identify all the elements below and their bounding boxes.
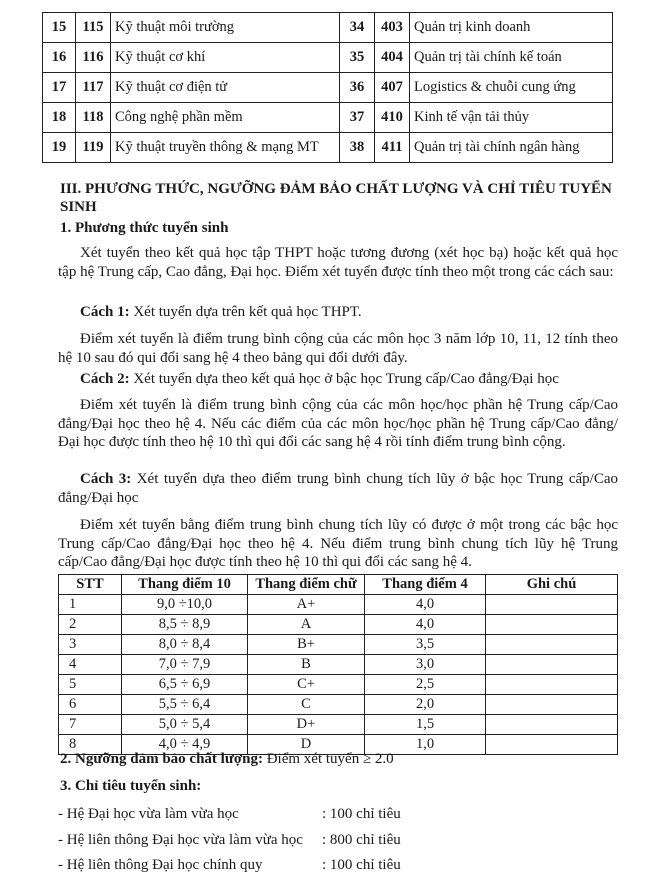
- table-row: [43, 133, 613, 163]
- table-row: [59, 655, 618, 675]
- table-row: [59, 635, 618, 655]
- major-name: Quản trị tài chính ngân hàng: [410, 133, 613, 163]
- quota-item-value: : 100 chỉ tiêu: [322, 857, 401, 873]
- note-cell: [486, 615, 618, 635]
- note-cell: [486, 735, 618, 755]
- letter-grade-cell: A: [248, 615, 365, 635]
- scale10-cell: 8,0 ÷ 8,4: [122, 635, 248, 655]
- stt-cell: 3: [59, 635, 122, 655]
- scale10-cell: 5,5 ÷ 6,4: [122, 695, 248, 715]
- method-2-title: Cách 2: Xét tuyển dựa theo kết quả học ở bậc học Trung cấp/Cao đẳng/Đại học: [80, 371, 559, 387]
- row-number: 15: [43, 13, 76, 43]
- major-code: 118: [76, 103, 111, 133]
- letter-grade-cell: B+: [248, 635, 365, 655]
- table-row: [43, 73, 613, 103]
- scale4-cell: 2,0: [365, 695, 486, 715]
- major-code: 410: [375, 103, 410, 133]
- majors-table: [42, 12, 613, 163]
- row-number: 18: [43, 103, 76, 133]
- method-1-title: Cách 1: Xét tuyển dựa trên kết quả học THPT.: [80, 304, 362, 320]
- row-number: 34: [340, 13, 375, 43]
- quota-item-value: : 800 chỉ tiêu: [322, 832, 401, 848]
- scale10-cell: 5,0 ÷ 5,4: [122, 715, 248, 735]
- quota-heading: 3. Chỉ tiêu tuyển sinh:: [60, 778, 202, 794]
- major-name: Kỹ thuật cơ khí: [111, 43, 340, 73]
- quality-threshold: 2. Ngưỡng đảm bảo chất lượng: Điểm xét tuyển ≥ 2.0: [60, 751, 394, 767]
- scale4-cell: 3,0: [365, 655, 486, 675]
- admission-method-heading: 1. Phương thức tuyển sinh: [60, 220, 229, 236]
- stt-cell: 2: [59, 615, 122, 635]
- note-cell: [486, 655, 618, 675]
- row-number: 17: [43, 73, 76, 103]
- major-name: Quản trị tài chính kế toán: [410, 43, 613, 73]
- letter-grade-cell: D: [248, 735, 365, 755]
- major-code: 115: [76, 13, 111, 43]
- row-number: 16: [43, 43, 76, 73]
- scale10-cell: 6,5 ÷ 6,9: [122, 675, 248, 695]
- scale10-cell: 9,0 ÷10,0: [122, 595, 248, 615]
- col-header-stt: STT: [59, 575, 122, 595]
- stt-cell: 6: [59, 695, 122, 715]
- table-row: [59, 595, 618, 615]
- major-name: Kỹ thuật cơ điện tử: [111, 73, 340, 103]
- major-code: 117: [76, 73, 111, 103]
- col-header-scale4: Thang điểm 4: [365, 575, 486, 595]
- method-3-desc: Điểm xét tuyển bằng điểm trung bình chung tích lũy có được ở một trong các bậc học Trung cấp/Cao đẳng/Đại học theo hệ 4. Nếu điểm trung bình chung tích lũy hệ Trung cấp/Cao đẳng/Đại học được tính theo hệ 10 thì qui đổi các sang hệ 4.: [58, 517, 618, 570]
- scale4-cell: 3,5: [365, 635, 486, 655]
- quota-item-value: : 100 chỉ tiêu: [322, 806, 401, 822]
- major-name: Logistics & chuỗi cung ứng: [410, 73, 613, 103]
- major-name: Kỹ thuật môi trường: [111, 13, 340, 43]
- major-name: Công nghệ phần mềm: [111, 103, 340, 133]
- note-cell: [486, 635, 618, 655]
- stt-cell: 1: [59, 595, 122, 615]
- table-row: [59, 675, 618, 695]
- major-name: Quản trị kinh doanh: [410, 13, 613, 43]
- major-code: 411: [375, 133, 410, 163]
- major-name: Kỹ thuật truyền thông & mạng MT: [111, 133, 340, 163]
- table-row: [43, 13, 613, 43]
- intro-paragraph: Xét tuyển theo kết quả học tập THPT hoặc tương đương (xét học bạ) hoặc kết quả học tập hệ Trung cấp, Cao đẳng, Đại học. Điểm xét tuyển được tính theo một trong các cách sau:: [58, 245, 618, 280]
- scale4-cell: 1,0: [365, 735, 486, 755]
- row-number: 37: [340, 103, 375, 133]
- major-name: Kinh tế vận tải thủy: [410, 103, 613, 133]
- stt-cell: 5: [59, 675, 122, 695]
- note-cell: [486, 595, 618, 615]
- stt-cell: 7: [59, 715, 122, 735]
- letter-grade-cell: D+: [248, 715, 365, 735]
- note-cell: [486, 695, 618, 715]
- row-number: 36: [340, 73, 375, 103]
- quota-item-label: - Hệ Đại học vừa làm vừa học: [58, 806, 239, 822]
- letter-grade-cell: C+: [248, 675, 365, 695]
- section-title: III. PHƯƠNG THỨC, NGƯỠNG ĐẢM BẢO CHẤT LƯỢNG VÀ CHỈ TIÊU TUYỂN SINH: [60, 181, 612, 215]
- stt-cell: 4: [59, 655, 122, 675]
- row-number: 35: [340, 43, 375, 73]
- major-code: 119: [76, 133, 111, 163]
- col-header-letter: Thang điểm chữ: [248, 575, 365, 595]
- scale10-cell: 4,0 ÷ 4,9: [122, 735, 248, 755]
- quota-item-label: - Hệ liên thông Đại học vừa làm vừa học: [58, 832, 303, 848]
- letter-grade-cell: A+: [248, 595, 365, 615]
- method-1-desc: Điểm xét tuyển là điểm trung bình cộng của các môn học 3 năm lớp 10, 11, 12 tính theo hệ 10 sau đó qui đổi sang hệ 4 theo bảng qui đổi dưới đây.: [58, 331, 618, 366]
- scale4-cell: 4,0: [365, 595, 486, 615]
- letter-grade-cell: B: [248, 655, 365, 675]
- note-cell: [486, 675, 618, 695]
- grade-conversion-table: [58, 574, 618, 755]
- stt-cell: 8: [59, 735, 122, 755]
- row-number: 38: [340, 133, 375, 163]
- col-header-scale10: Thang điểm 10: [122, 575, 248, 595]
- table-row: [59, 695, 618, 715]
- table-row: [43, 43, 613, 73]
- note-cell: [486, 715, 618, 735]
- scale4-cell: 4,0: [365, 615, 486, 635]
- major-code: 407: [375, 73, 410, 103]
- major-code: 404: [375, 43, 410, 73]
- quota-item-label: - Hệ liên thông Đại học chính quy: [58, 857, 263, 873]
- col-header-note: Ghi chú: [486, 575, 618, 595]
- method-2-desc: Điểm xét tuyển là điểm trung bình cộng của các môn học/học phần hệ Trung cấp/Cao đẳng/Đại học theo hệ 4. Nếu các điểm của các môn học/học phần hệ Trung cấp/Cao đẳng/Đại học được tính theo hệ 10 thì qui đổi các sang hệ 4 rồi tính điểm trung bình cộng.: [58, 397, 618, 450]
- major-code: 403: [375, 13, 410, 43]
- scale4-cell: 1,5: [365, 715, 486, 735]
- major-code: 116: [76, 43, 111, 73]
- table-row: [43, 103, 613, 133]
- row-number: 19: [43, 133, 76, 163]
- table-row: [59, 615, 618, 635]
- scale10-cell: 7,0 ÷ 7,9: [122, 655, 248, 675]
- scale4-cell: 2,5: [365, 675, 486, 695]
- scale10-cell: 8,5 ÷ 8,9: [122, 615, 248, 635]
- method-3-title: Cách 3: Xét tuyển dựa theo điểm trung bình chung tích lũy ở bậc học Trung cấp/Cao đẳng/Đại học: [58, 471, 619, 506]
- letter-grade-cell: C: [248, 695, 365, 715]
- table-row: [59, 715, 618, 735]
